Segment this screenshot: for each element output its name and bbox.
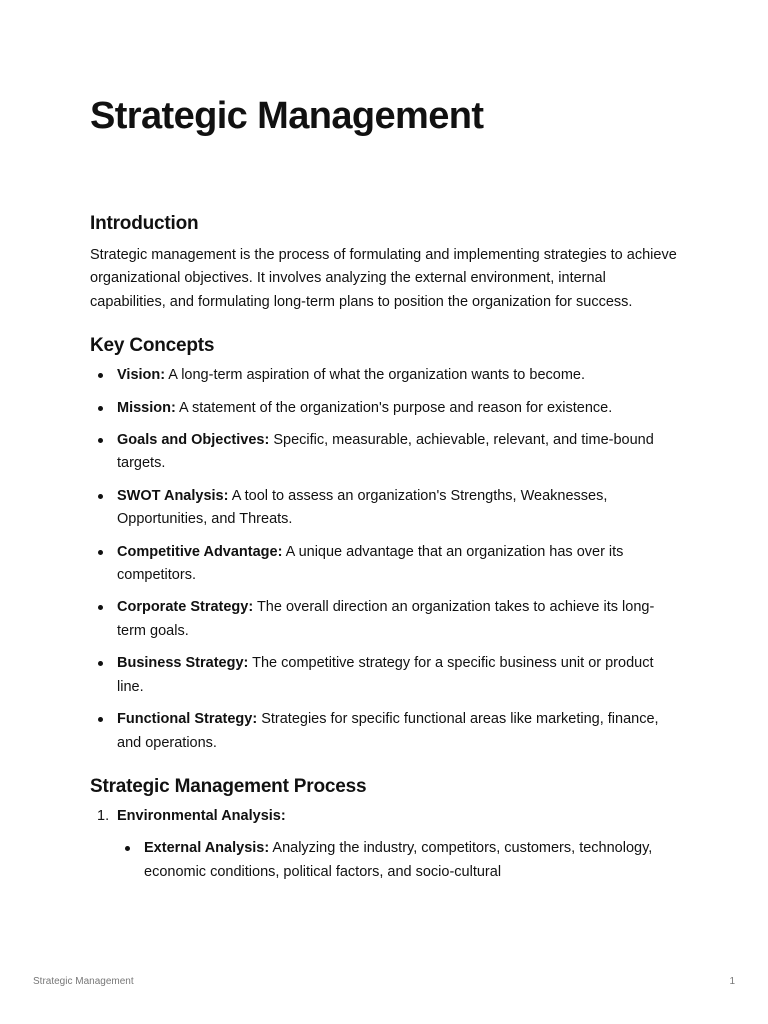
list-item (90, 485, 680, 532)
document-body (90, 210, 680, 884)
step-number: 1. (97, 807, 110, 824)
concept-term: SWOT Analysis: (117, 487, 229, 504)
step-label: Environmental Analysis: (117, 807, 286, 824)
concept-description: Specific, measurable, achievable, relevant, and time-bound targets. (117, 432, 654, 472)
concept-term: Functional Strategy: (117, 711, 258, 728)
concept-term: Business Strategy: (117, 655, 249, 672)
key-concepts-heading: Key Concepts (90, 335, 215, 357)
introduction-section (90, 210, 680, 314)
bullet-icon (98, 438, 103, 443)
concept-term: Corporate Strategy: (117, 599, 254, 616)
introduction-text: Strategic management is the process of formulating and implementing strategies to achieve organizational objectives. It involves analyzing the external environment, internal capabilities, and formulating long-term plans to position the organization for success. (90, 247, 677, 310)
bullet-icon (98, 661, 103, 666)
concept-description: Strategies for specific functional areas like marketing, finance, and operations. (117, 711, 659, 751)
concept-term: Mission: (117, 399, 176, 416)
concept-description: A statement of the organization's purpose and reason for existence. (175, 399, 613, 416)
sub-description: Analyzing the industry, competitors, customers, technology, economic conditions, political factors, and socio-cultural (144, 840, 653, 880)
concept-description: A tool to assess an organization's Strengths, Weaknesses, Opportunities, and Threats. (117, 487, 608, 528)
list-item (90, 541, 680, 588)
process-step (90, 805, 680, 884)
key-concepts-section (90, 332, 680, 755)
sub-term: External Analysis: (144, 840, 270, 857)
list-item (90, 364, 680, 387)
bullet-icon (98, 373, 103, 378)
concept-description: The overall direction an organization takes to achieve its long-term goals. (117, 599, 655, 639)
step-sub-list (117, 837, 680, 884)
concept-description: A unique advantage that an organization has over its competitors. (117, 543, 624, 584)
list-item (90, 397, 680, 420)
list-item (90, 429, 680, 476)
key-concepts-list (90, 364, 680, 755)
list-item (90, 708, 680, 755)
list-item (90, 652, 680, 699)
introduction-heading: Introduction (90, 213, 199, 234)
process-section (90, 773, 680, 884)
concept-term: Competitive Advantage: (117, 543, 283, 560)
concept-description: The competitive strategy for a specific business unit or product line. (117, 655, 654, 695)
bullet-icon (98, 494, 103, 499)
concept-description: A long-term aspiration of what the organization wants to become. (165, 367, 586, 384)
concept-term: Vision: (117, 367, 166, 384)
list-item (90, 596, 680, 643)
process-steps-list (90, 805, 680, 884)
footer-document-name: Strategic Management (33, 976, 134, 987)
concept-term: Goals and Objectives: (117, 432, 270, 449)
process-heading: Strategic Management Process (90, 775, 367, 797)
footer-page-number: 1 (729, 976, 735, 987)
bullet-icon (98, 605, 103, 610)
list-item (117, 837, 680, 884)
bullet-icon (98, 406, 103, 411)
bullet-icon (98, 717, 103, 722)
document-title: Strategic Management (90, 95, 484, 137)
bullet-icon (125, 846, 130, 851)
bullet-icon (98, 550, 103, 555)
